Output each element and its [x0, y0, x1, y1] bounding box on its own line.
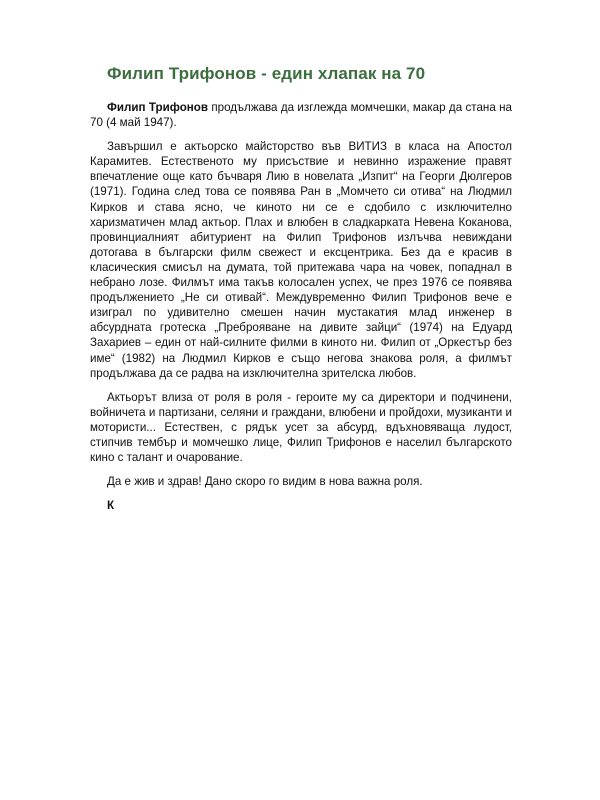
intro-text: продължава да изглежда момчешки, макар да стана на 70 (4 май 1947).: [90, 101, 512, 130]
article-title: Филип Трифонов - един хлапак на 70: [107, 64, 426, 83]
paragraph-roles: Актьорът влиза от роля в роля - героите му са директори и подчинени, войничета и партизани, селяни и граждани, влюбени и пройдохи, музиканти и мотористи... Естествен, с рядък усет за абсурд, вдъхновяваща лудост, стипчив тембър и момчешко лице, Филип Трифонов е населил българското кино с талант и очарование.: [90, 390, 512, 465]
paragraph-career: Завършил е актьорско майсторство във ВИТИЗ в класа на Апостол Карамитев. Естественото му присъствие и невинно изражение правят впечатление още като бъчваря Лию в новелата „Изпит“ на Георги Дюлгеров (1971). Година след това се появява Ран в „Момчето си отива“ на Людмил Кирков и става ясно, че киното ни се е сдобило с изключително харизматичен млад актьор. Плах и влюбен в сладкарката Невена Коканова, провинциалният абитуриент на Филип Трифонов излъчва невиждани дотогава в български филм свежест и ексцентрика. Без да е красив в класическия смисъл на думата, той притежава чара на човек, попаднал в небрано лозе. Филмът има такъв колосален успех, че през 1976 се появява продължението „Не си отивай“. Междувременно Филип Трифонов вече е изиграл по удивително смешен начин мустакатия млад инженер в абсурдната гротеска „Преброяване на дивите зайци“ (1974) на Едуард Захариев – един от най-силните филми в киното ни. Филип от „Оркестър без име“ (1982) на Людмил Кирков е също негова знакова роля, а филмът продължава да се радва на изключителна зрителска любов.: [90, 140, 512, 380]
subject-name: Филип Трифонов: [107, 101, 209, 114]
paragraph-wish: Да е жив и здрав! Дано скоро го видим в нова важна роля.: [107, 475, 423, 489]
article-body: [90, 100, 512, 513]
paragraph-intro: [90, 100, 512, 130]
author-signature: К: [107, 499, 115, 513]
